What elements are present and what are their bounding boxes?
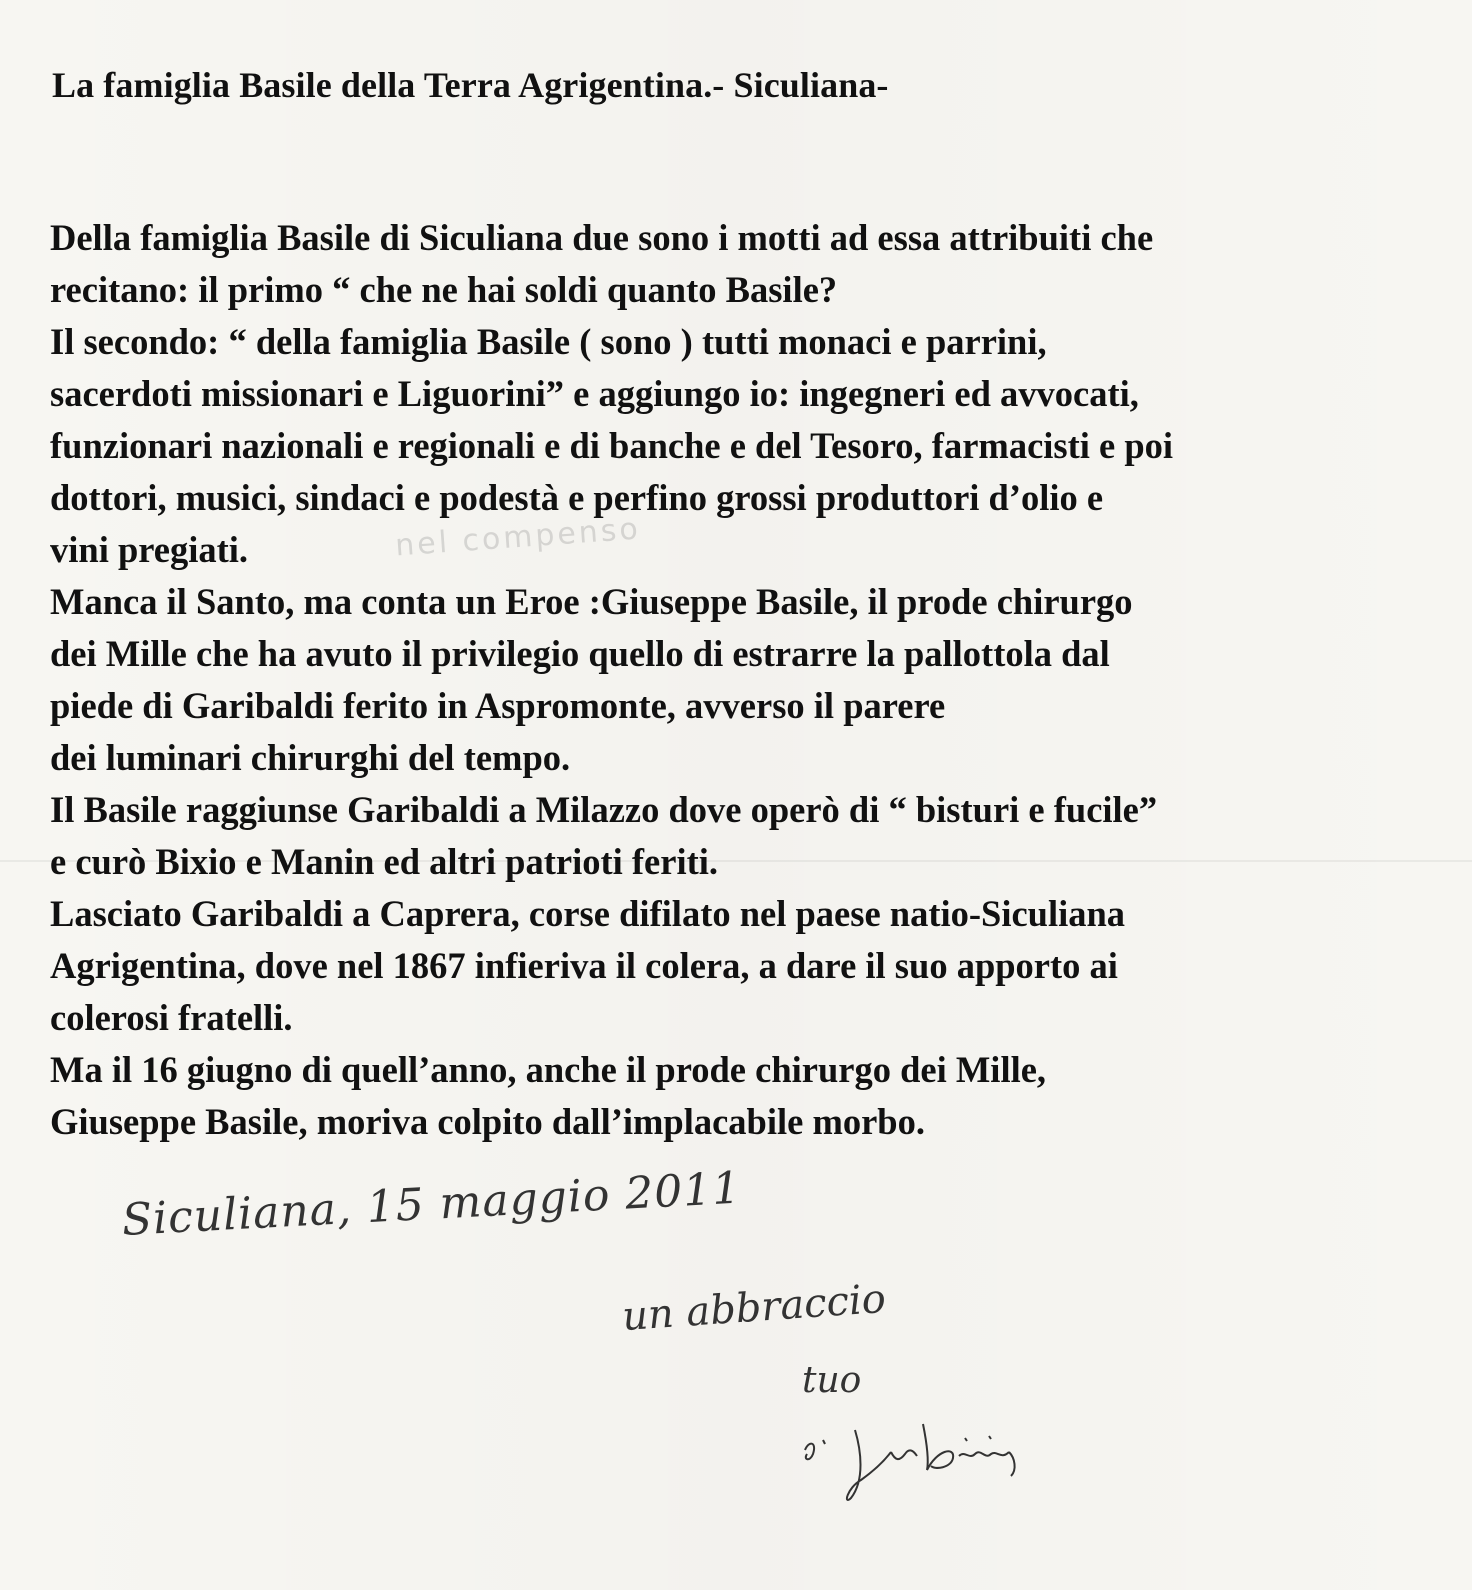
document-title: La famiglia Basile della Terra Agrigentina.- Siculiana- [52,65,889,105]
handwritten-signature [795,1410,1035,1510]
body-line-18: Giuseppe Basile, moriva colpito dall’implacabile morbo. [50,1101,925,1142]
body-line-2: recitano: il primo “ che ne hai soldi quanto Basile? [50,269,838,310]
body-line-7: vini pregiati. [50,529,249,570]
body-line-6: dottori, musici, sindaci e podestà e perfino grossi produttori d’olio e [50,477,1104,518]
body-line-17: Ma il 16 giugno di quell’anno, anche il prode chirurgo dei Mille, [50,1049,1047,1090]
body-line-11: dei luminari chirurghi del tempo. [50,737,571,778]
body-line-9: dei Mille che ha avuto il privilegio quello di estrarre la pallottola dal [50,633,1110,674]
body-line-8: Manca il Santo, ma conta un Eroe :Giuseppe Basile, il prode chirurgo [50,581,1133,622]
body-line-14: Lasciato Garibaldi a Caprera, corse difilato nel paese natio-Siculiana [50,893,1126,934]
body-line-4: sacerdoti missionari e Liguorini” e aggiungo io: ingegneri ed avvocati, [50,373,1139,414]
body-line-16: colerosi fratelli. [50,997,293,1038]
body-line-3: Il secondo: “ della famiglia Basile ( sono ) tutti monaci e parrini, [50,321,1047,362]
body-line-1: Della famiglia Basile di Siculiana due sono i motti ad essa attribuiti che [50,217,1154,258]
faint-pencil-annotation: nel compenso [394,511,642,564]
body-line-12: Il Basile raggiunse Garibaldi a Milazzo dove operò di “ bisturi e fucile” [50,789,1158,830]
body-line-15: Agrigentina, dove nel 1867 infieriva il colera, a dare il suo apporto ai [50,945,1118,986]
handwritten-closing: un abbraccio [620,1275,888,1341]
body-line-13: e curò Bixio e Manin ed altri patrioti feriti. [50,841,719,882]
body-line-10: piede di Garibaldi ferito in Aspromonte, avverso il parere [50,685,946,726]
document-body [50,212,1450,1148]
handwritten-tuo: tuo [802,1360,862,1401]
handwritten-date: Siculiana, 15 maggio 2011 [120,1162,743,1246]
body-line-5: funzionari nazionali e regionali e di banche e del Tesoro, farmacisti e poi [50,425,1174,466]
